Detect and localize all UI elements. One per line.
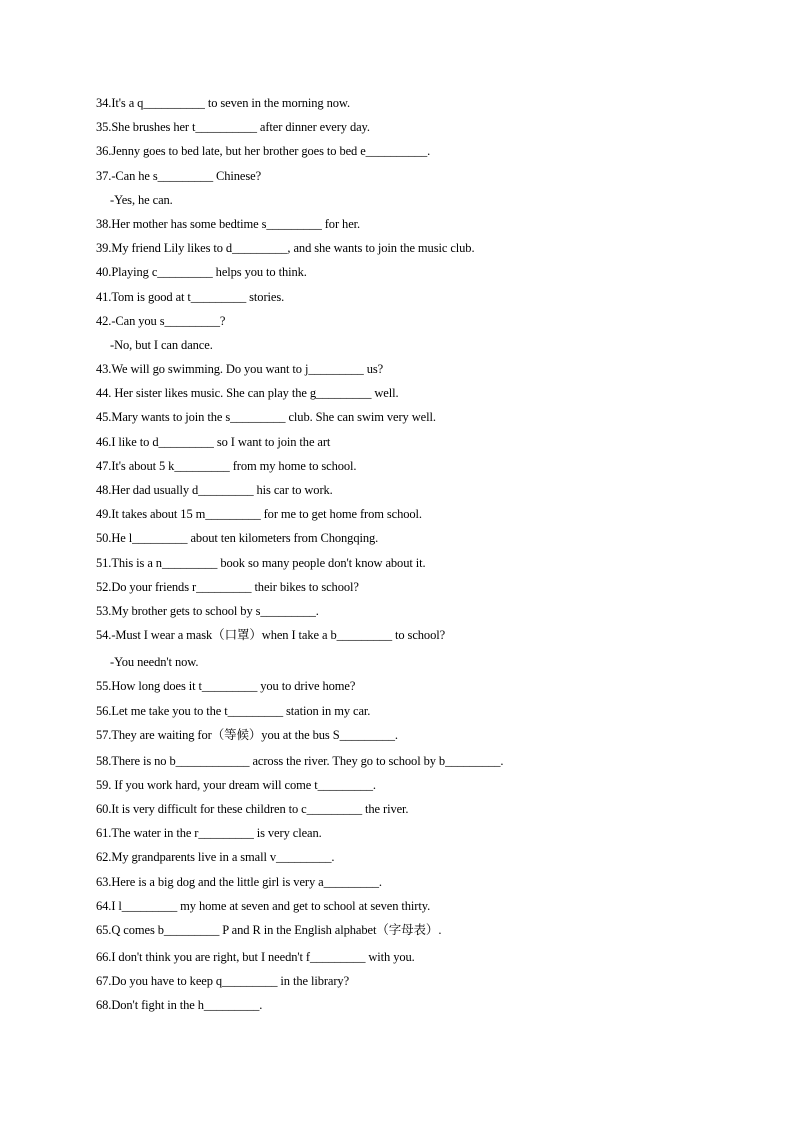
exercise-line: 42.-Can you s_________? [96,313,226,328]
exercise-list [96,95,756,1013]
exercise-line: 44. Her sister likes music. She can play the g_________ well. [96,386,399,401]
exercise-line: 49.It takes about 15 m_________ for me to get home from school. [96,507,422,522]
exercise-line: 61.The water in the r_________ is very clean. [96,826,322,841]
answer-line: -You needn't now. [110,655,199,670]
exercise-line: 60.It is very difficult for these children to c_________ the river. [96,802,409,817]
exercise-line: 43.We will go swimming. Do you want to j_________ us? [96,362,384,377]
exercise-line: 51.This is a n_________ book so many people don't know about it. [96,555,426,570]
exercise-line: 35.She brushes her t__________ after dinner every day. [96,120,370,135]
exercise-line: 34.It's a q__________ to seven in the morning now. [96,96,351,110]
exercise-line: 46.I like to d_________ so I want to join the art [96,434,331,449]
exercise-line: 40.Playing c_________ helps you to think. [96,265,307,280]
exercise-line: 52.Do your friends r_________ their bikes to school? [96,579,359,594]
exercise-line: 59. If you work hard, your dream will come t_________. [96,777,376,792]
exercise-line: 58.There is no b____________ across the river. They go to school by b_________. [96,753,504,768]
exercise-line: 50.He l_________ about ten kilometers from Chongqing. [96,531,379,546]
exercise-line: 57.They are waiting for（等候）you at the bus S_________. [96,727,398,742]
exercise-line: 65.Q comes b_________ P and R in the English alphabet（字母表）. [96,923,442,937]
exercise-line: 38.Her mother has some bedtime s_________ for her. [96,216,361,231]
exercise-line: 68.Don't fight in the h_________. [96,998,263,1013]
exercise-line: 62.My grandparents live in a small v_________. [96,850,335,865]
exercise-line: 56.Let me take you to the t_________ station in my car. [96,703,371,718]
answer-line: -No, but I can dance. [110,337,213,352]
exercise-line: 53.My brother gets to school by s_________. [96,603,319,618]
exercise-line: 64.I l_________ my home at seven and get to school at seven thirty. [96,898,431,913]
exercise-line: 47.It's about 5 k_________ from my home to school. [96,458,357,473]
exercise-line: 63.Here is a big dog and the little girl is very a_________. [96,874,382,889]
exercise-line: 48.Her dad usually d_________ his car to work. [96,483,333,497]
exercise-line: 66.I don't think you are right, but I needn't f_________ with you. [96,950,415,964]
exercise-line: 37.-Can he s_________ Chinese? [96,168,262,183]
exercise-line: 39.My friend Lily likes to d_________, and she wants to join the music club. [96,241,475,256]
exercise-line: 41.Tom is good at t_________ stories. [96,289,285,304]
exercise-line: 36.Jenny goes to bed late, but her brother goes to bed e__________. [96,144,431,159]
exercise-line: 54.-Must I wear a mask（口罩）when I take a b_________ to school? [96,628,446,643]
answer-line: -Yes, he can. [110,192,173,207]
exercise-line: 67.Do you have to keep q_________ in the library? [96,974,350,989]
exercise-line: 45.Mary wants to join the s_________ club. She can swim very well. [96,410,436,425]
exercise-line: 55.How long does it t_________ you to drive home? [96,679,356,694]
